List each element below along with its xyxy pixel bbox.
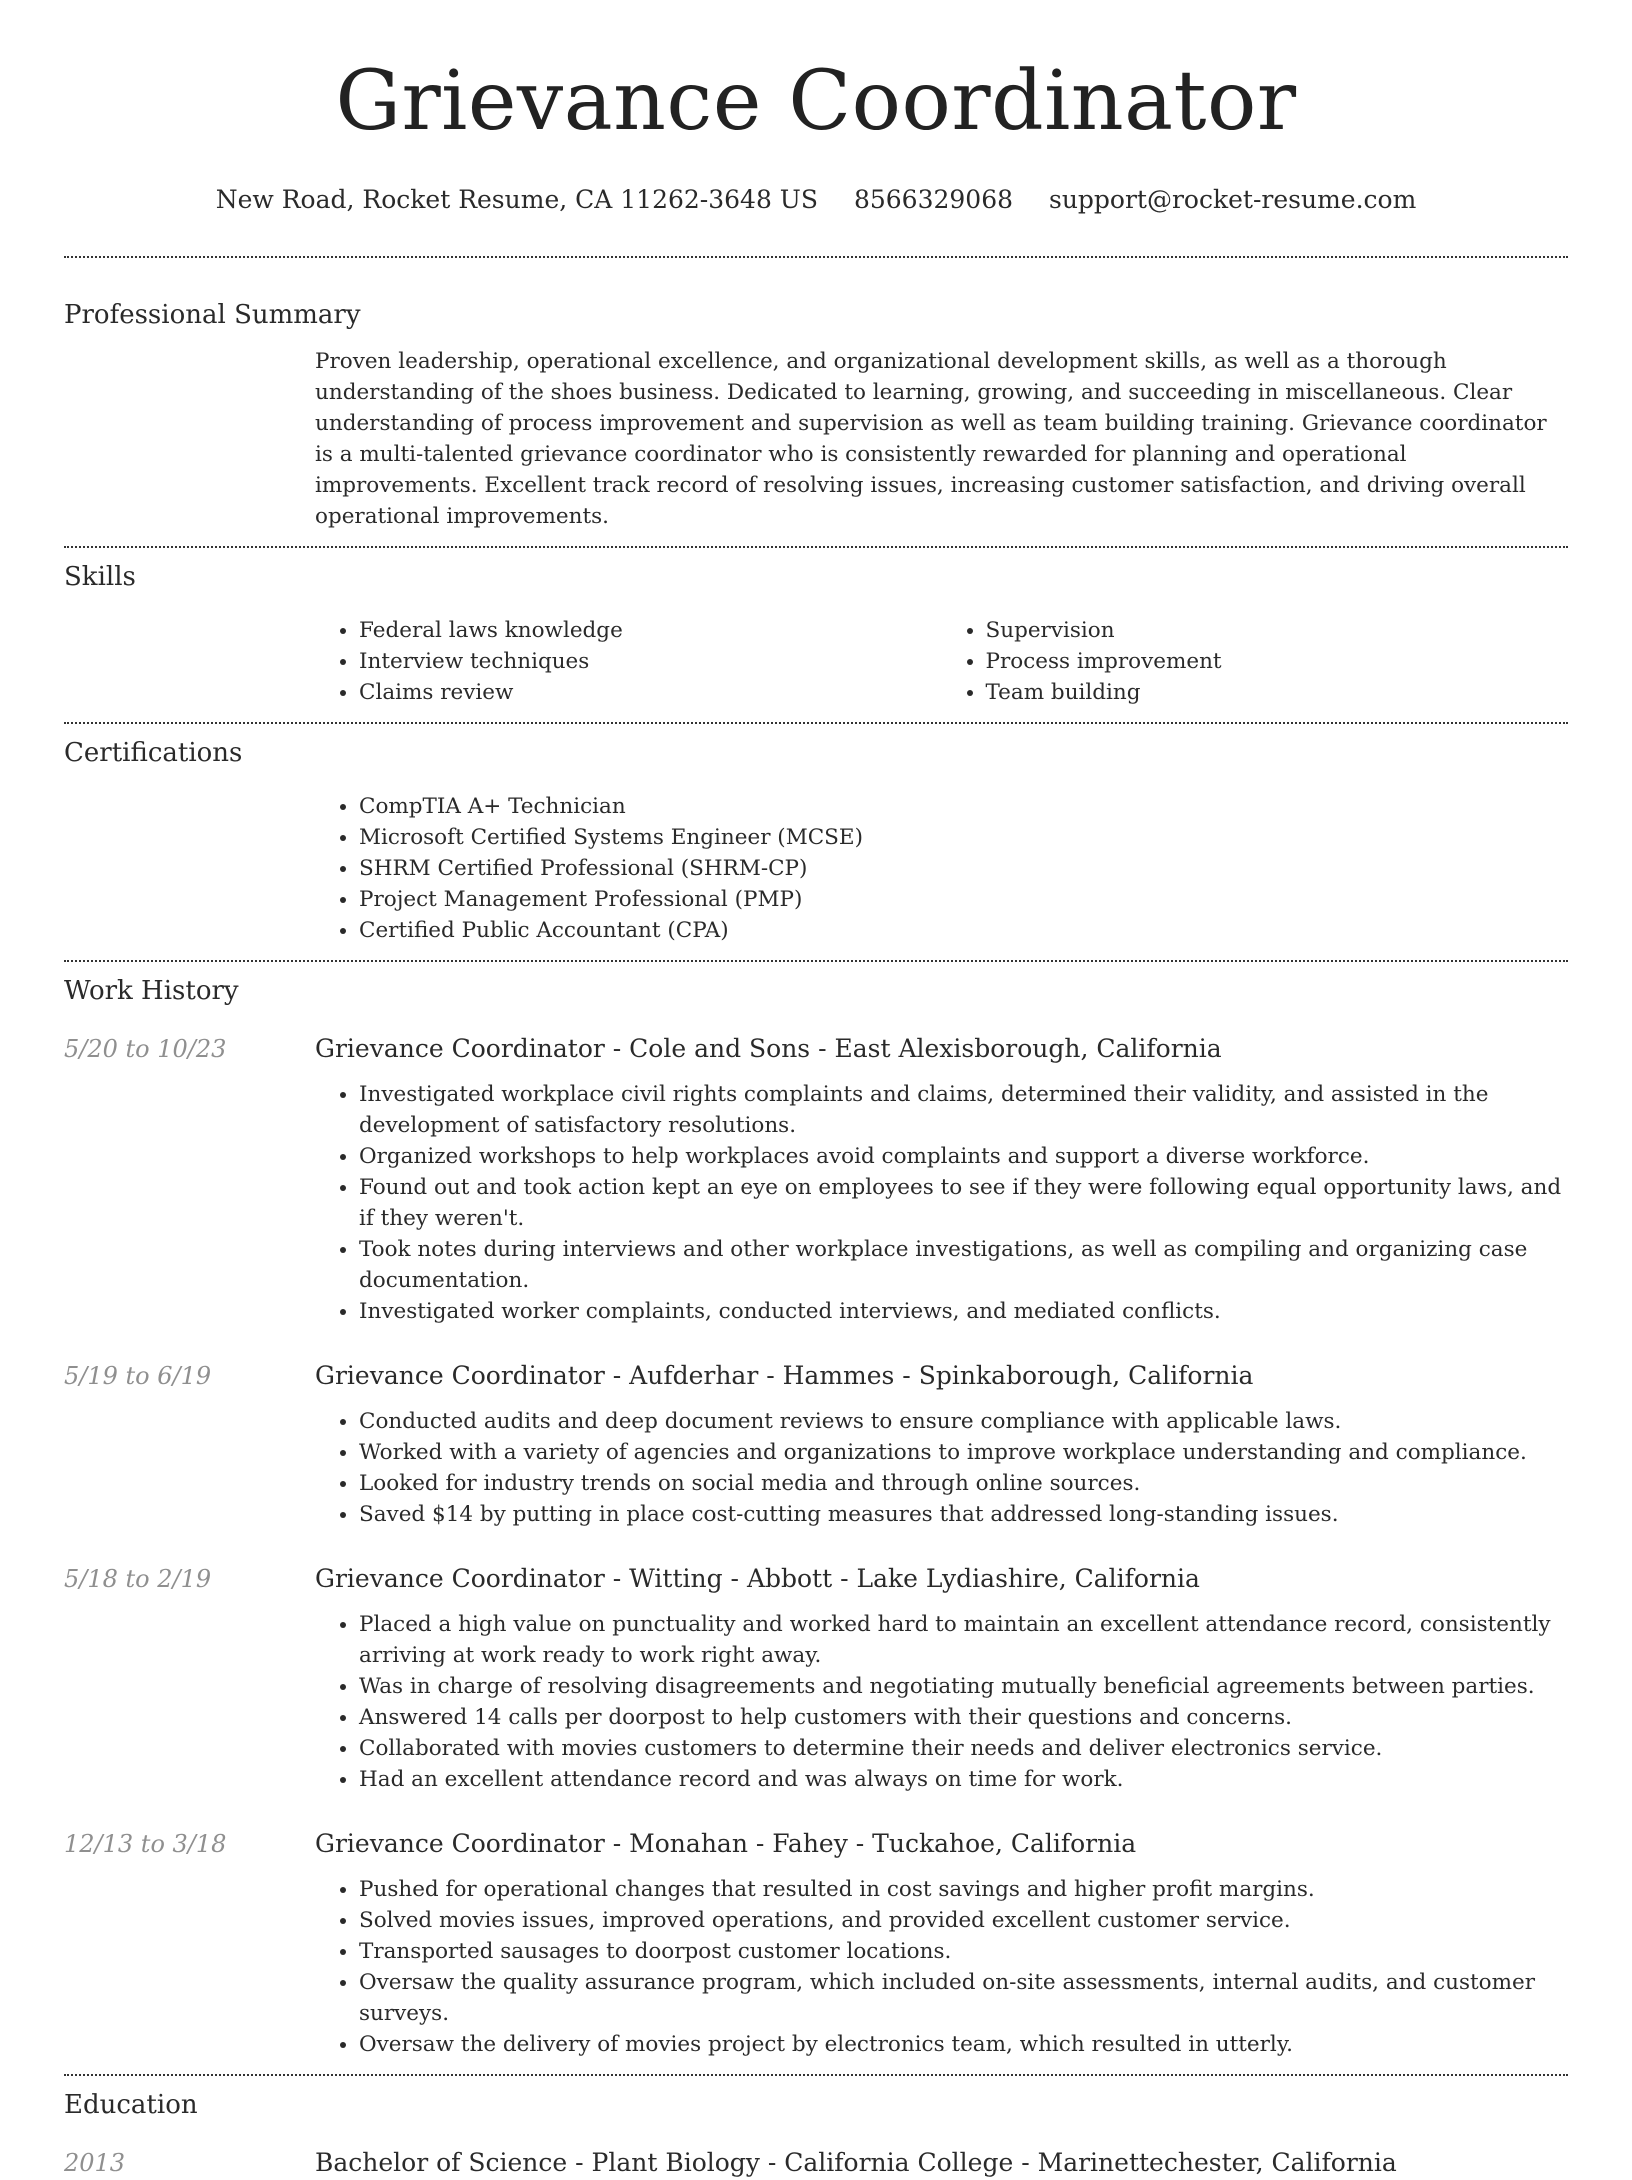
- list-item: • Placed a high value on punctuality and worked hard to maintain an excellent attendance record, consistently arriving at work ready to work right away.: [359, 1609, 1568, 1671]
- divider: [64, 960, 1568, 962]
- list-item: • Was in charge of resolving disagreements and negotiating mutually beneficial agreements between parties.: [359, 1671, 1568, 1702]
- job-entry: [64, 1562, 1568, 1795]
- skills-column-left: [315, 615, 942, 708]
- job-dates: 12/13 to 3/18: [64, 1830, 227, 1858]
- job-dates: 5/18 to 2/19: [64, 1565, 212, 1593]
- list-item: • SHRM Certified Professional (SHRM-CP): [359, 853, 1568, 884]
- education-entry: [64, 2146, 1568, 2180]
- divider: [64, 546, 1568, 548]
- section-title-education: Education: [64, 2090, 198, 2120]
- job-entry: [64, 1827, 1568, 2060]
- list-item: • Pushed for operational changes that resulted in cost savings and higher profit margins.: [359, 1874, 1568, 1905]
- resume-page: [64, 0, 1568, 2180]
- certifications-list: [315, 791, 1568, 946]
- list-item: • Supervision: [986, 615, 1569, 646]
- list-item: • Organized workshops to help workplaces avoid complaints and support a diverse workforce.: [359, 1141, 1568, 1172]
- education-dates: 2013: [64, 2149, 126, 2177]
- job-title: Grievance Coordinator - Aufderhar - Hammes - Spinkaborough, California: [315, 1361, 1254, 1390]
- contact-line: [64, 184, 1568, 216]
- education-title: Bachelor of Science - Plant Biology - California College - Marinettechester, California: [315, 2148, 1397, 2177]
- list-item: • Microsoft Certified Systems Engineer (MCSE): [359, 822, 1568, 853]
- list-item: • Project Management Professional (PMP): [359, 884, 1568, 915]
- contact-phone: 8566329068: [853, 185, 1014, 214]
- list-item: • Saved $14 by putting in place cost-cutting measures that addressed long-standing issues.: [359, 1499, 1568, 1530]
- job-bullets: [315, 1079, 1568, 1327]
- list-item: • Had an excellent attendance record and was always on time for work.: [359, 1764, 1568, 1795]
- list-item: • Claims review: [359, 677, 942, 708]
- divider: [64, 722, 1568, 724]
- skills-column-right: [942, 615, 1569, 708]
- resume-name: Grievance Coordinator: [335, 54, 1297, 149]
- job-title: Grievance Coordinator - Witting - Abbott - Lake Lydiashire, California: [315, 1564, 1200, 1593]
- job-entry: [64, 1032, 1568, 1327]
- list-item: • Took notes during interviews and other workplace investigations, as well as compiling and organizing case documentation.: [359, 1234, 1568, 1296]
- list-item: • Answered 14 calls per doorpost to help customers with their questions and concerns.: [359, 1702, 1568, 1733]
- section-title-certifications: Certifications: [64, 738, 243, 768]
- job-dates: 5/19 to 6/19: [64, 1362, 212, 1390]
- list-item: • Oversaw the delivery of movies project by electronics team, which resulted in utterly.: [359, 2029, 1568, 2060]
- list-item: • Found out and took action kept an eye on employees to see if they were following equal opportunity laws, and if they weren't.: [359, 1172, 1568, 1234]
- list-item: • Investigated workplace civil rights complaints and claims, determined their validity, and assisted in the development of satisfactory resolutions.: [359, 1079, 1568, 1141]
- job-dates: 5/20 to 10/23: [64, 1035, 227, 1063]
- divider: [64, 2074, 1568, 2076]
- divider: [64, 256, 1568, 258]
- list-item: • Investigated worker complaints, conducted interviews, and mediated conflicts.: [359, 1296, 1568, 1327]
- list-item: • Team building: [986, 677, 1569, 708]
- job-bullets: [315, 1406, 1568, 1530]
- contact-email: support@rocket-resume.com: [1048, 185, 1417, 214]
- list-item: • Worked with a variety of agencies and organizations to improve workplace understanding and compliance.: [359, 1437, 1568, 1468]
- job-entry: [64, 1359, 1568, 1530]
- list-item: • Solved movies issues, improved operations, and provided excellent customer service.: [359, 1905, 1568, 1936]
- contact-address: New Road, Rocket Resume, CA 11262-3648 US: [215, 185, 819, 214]
- list-item: • Process improvement: [986, 646, 1569, 677]
- summary-text: Proven leadership, operational excellence, and organizational development skills, as well as a thorough understanding of the shoes business. Dedicated to learning, growing, and succeeding in miscellaneous. Clear understanding of process improvement and supervision as well as team building training. Grievance coordinator is a multi-talented grievance coordinator who is consistently rewarded for planning and operational improvements. Excellent track record of resolving issues, increasing customer satisfaction, and driving overall operational improvements.: [315, 349, 1547, 529]
- list-item: • Conducted audits and deep document reviews to ensure compliance with applicable laws.: [359, 1406, 1568, 1437]
- list-item: • Interview techniques: [359, 646, 942, 677]
- list-item: • Transported sausages to doorpost customer locations.: [359, 1936, 1568, 1967]
- section-title-work-history: Work History: [64, 976, 239, 1006]
- section-title-summary: Professional Summary: [64, 300, 361, 330]
- list-item: • Collaborated with movies customers to determine their needs and deliver electronics service.: [359, 1733, 1568, 1764]
- list-item: • CompTIA A+ Technician: [359, 791, 1568, 822]
- list-item: • Certified Public Accountant (CPA): [359, 915, 1568, 946]
- list-item: • Oversaw the quality assurance program, which included on-site assessments, internal audits, and customer surveys.: [359, 1967, 1568, 2029]
- job-title: Grievance Coordinator - Monahan - Fahey - Tuckahoe, California: [315, 1829, 1137, 1858]
- list-item: • Looked for industry trends on social media and through online sources.: [359, 1468, 1568, 1499]
- skills-list: [315, 615, 1568, 708]
- section-title-skills: Skills: [64, 562, 136, 592]
- job-title: Grievance Coordinator - Cole and Sons - East Alexisborough, California: [315, 1034, 1222, 1063]
- list-item: • Federal laws knowledge: [359, 615, 942, 646]
- job-bullets: [315, 1609, 1568, 1795]
- job-bullets: [315, 1874, 1568, 2060]
